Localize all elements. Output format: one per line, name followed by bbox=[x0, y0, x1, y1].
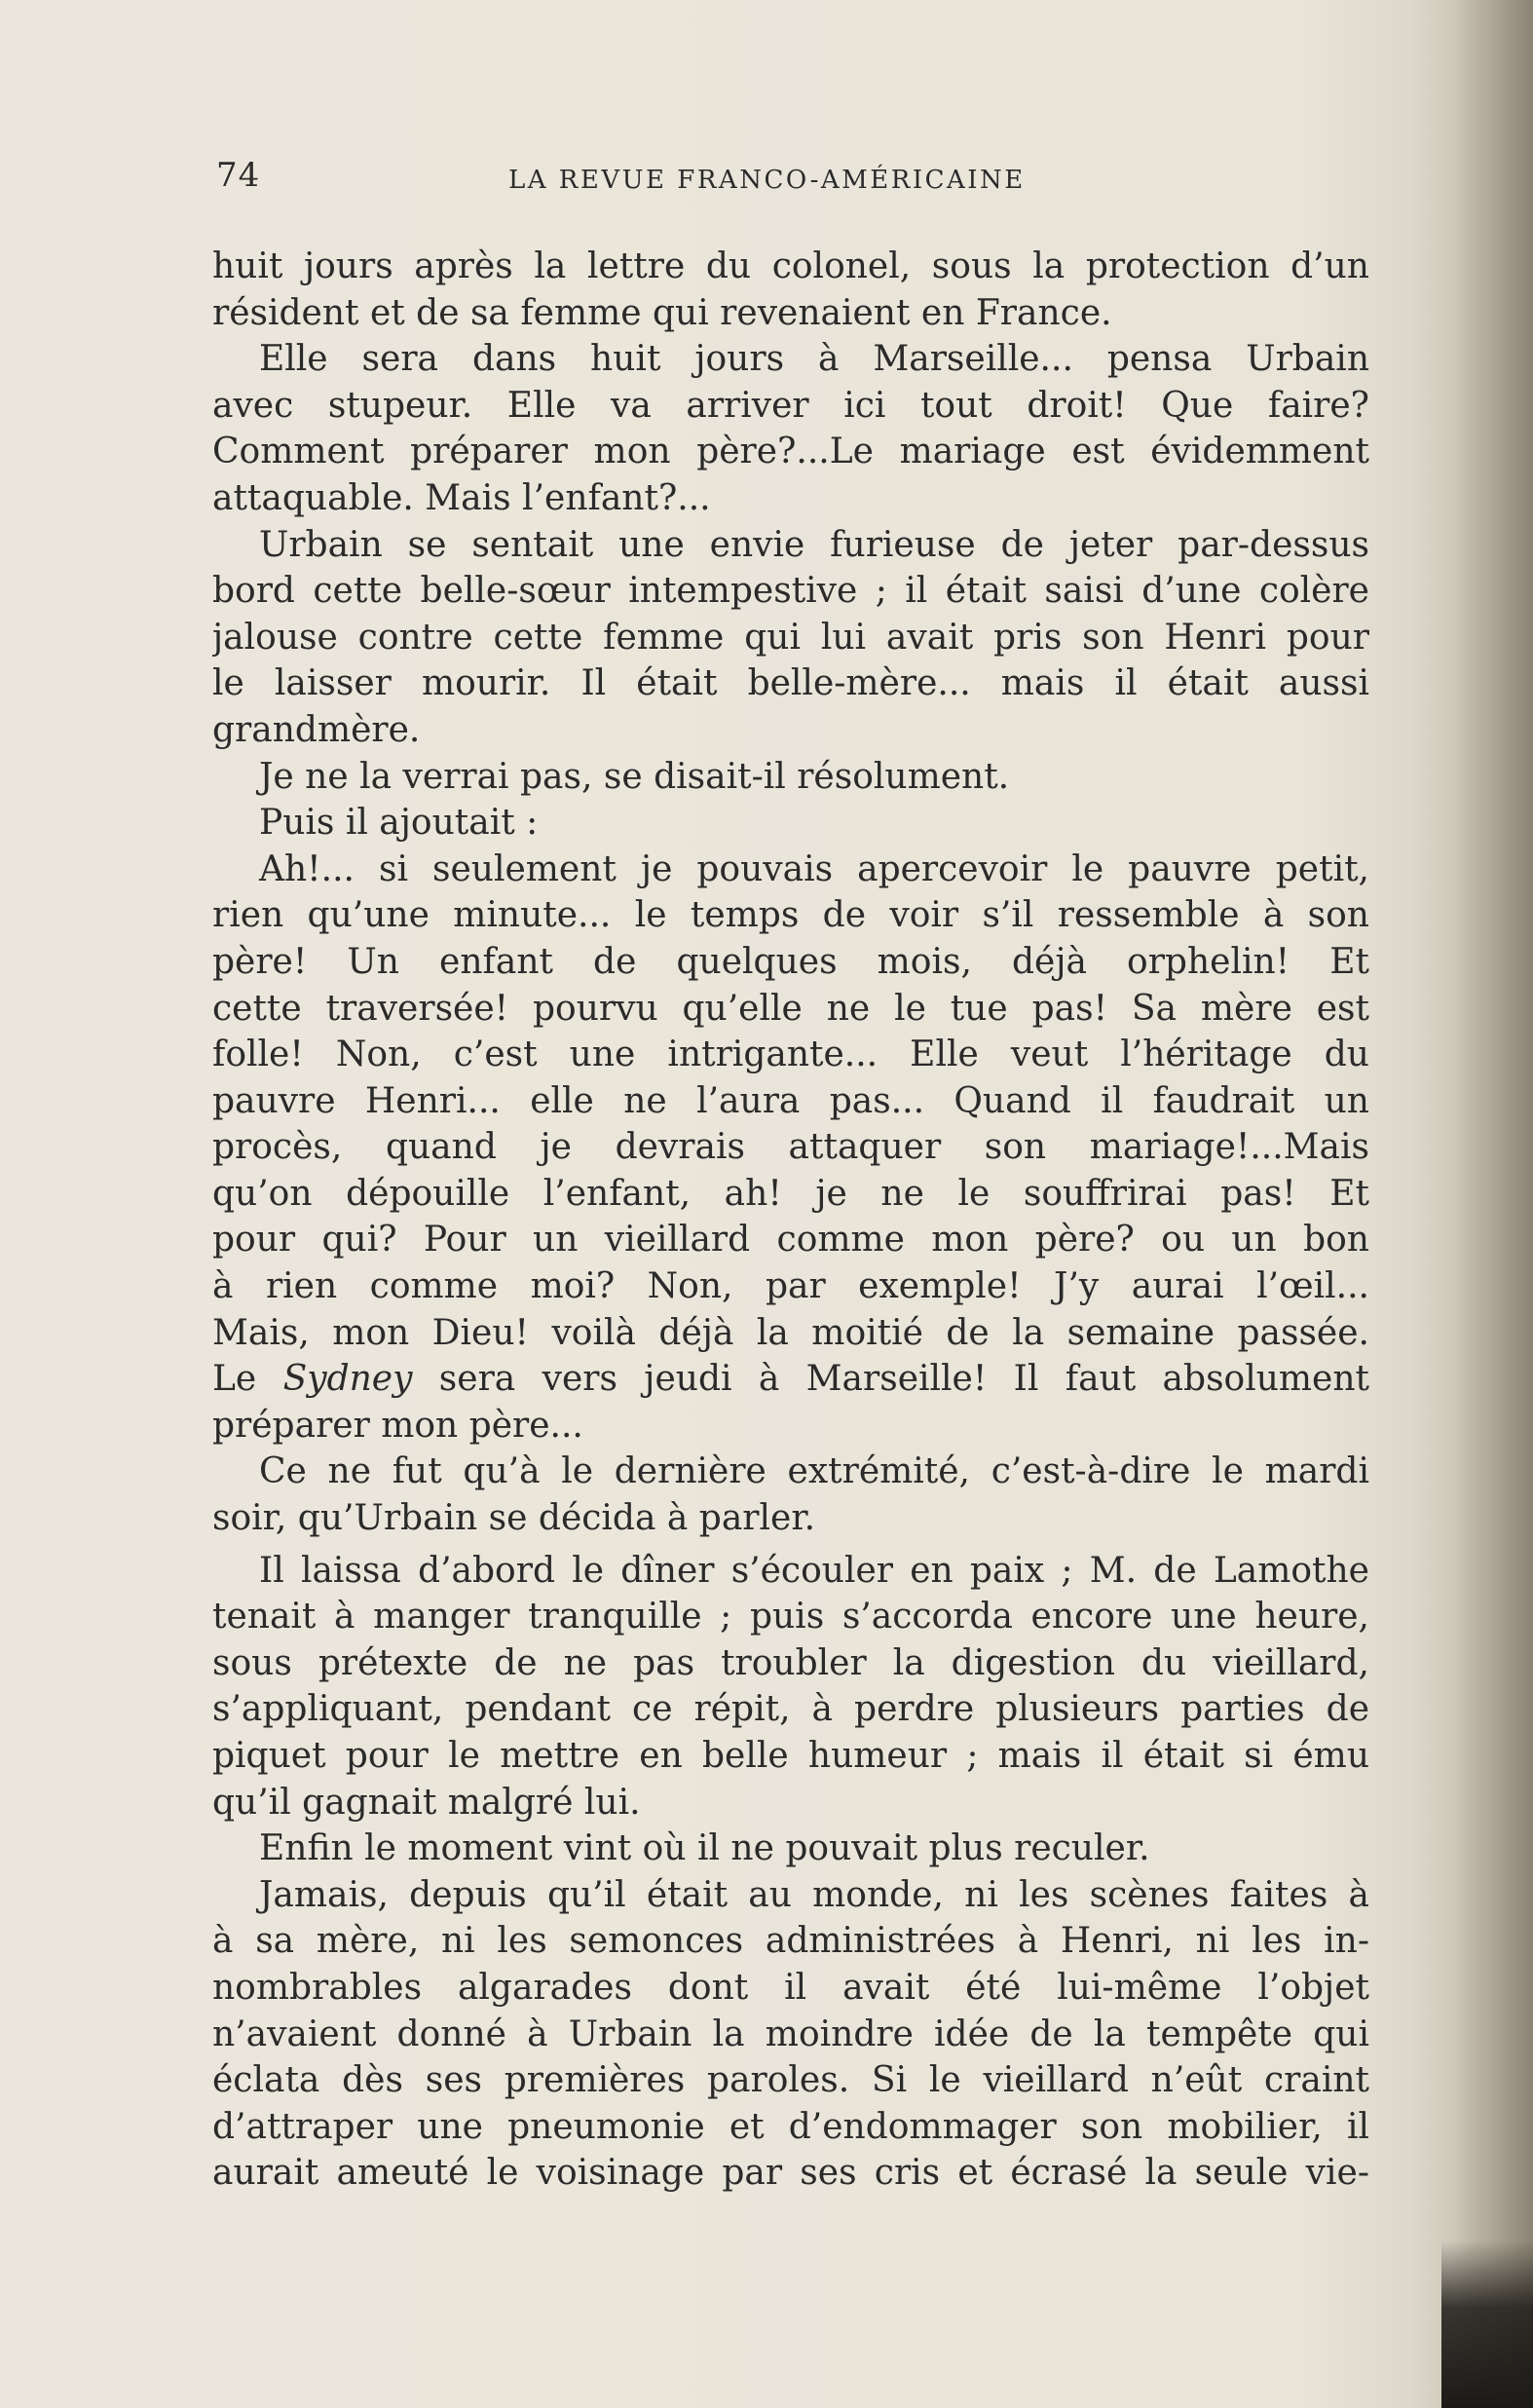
text-line: aurait ameuté le voisinage par ses cris et écrasé la seule vie- bbox=[212, 2153, 1369, 2194]
text-line: nombrables algarades dont il avait été lui-même l’objet bbox=[212, 1967, 1369, 2008]
scan-edge-shadow bbox=[1441, 2240, 1533, 2408]
page-number: 74 bbox=[216, 156, 261, 195]
text-line: procès, quand je devrais attaquer son mariage!...Mais bbox=[212, 1127, 1369, 1168]
text-line: attaquable. Mais l’enfant?... bbox=[212, 477, 711, 518]
text-line: piquet pour le mettre en belle humeur ; mais il était si ému bbox=[212, 1736, 1369, 1776]
page-header bbox=[216, 156, 1371, 203]
paragraph-start-line: Elle sera dans huit jours à Marseille... pensa Urbain bbox=[259, 339, 1369, 380]
text-line: qu’on dépouille l’enfant, ah! je ne le souffrirai pas! Et bbox=[212, 1173, 1369, 1214]
text-line: jalouse contre cette femme qui lui avait pris son Henri pour bbox=[212, 617, 1369, 658]
text-line: Comment préparer mon père?...Le mariage est évidemment bbox=[212, 432, 1369, 472]
text-line: grandmère. bbox=[212, 709, 421, 750]
text-line: n’avaient donné à Urbain la moindre idée de la tempête qui bbox=[212, 2013, 1369, 2054]
body-text bbox=[212, 244, 1369, 2197]
text-line: folle! Non, c’est une intrigante... Elle veut l’héritage du bbox=[212, 1035, 1369, 1075]
text-line: sous prétexte de ne pas troubler la digestion du vieillard, bbox=[212, 1642, 1369, 1683]
paragraph-start-line: Il laissa d’abord le dîner s’écouler en paix ; M. de Lamothe bbox=[259, 1550, 1369, 1591]
text-line: à sa mère, ni les semonces administrées à Henri, ni les in- bbox=[212, 1921, 1369, 1962]
paragraph-start-line: Enfin le moment vint où il ne pouvait plus reculer. bbox=[259, 1828, 1150, 1869]
text-line: tenait à manger tranquille ; puis s’accorda encore une heure, bbox=[212, 1597, 1369, 1637]
text-line: avec stupeur. Elle va arriver ici tout droit! Que faire? bbox=[212, 385, 1369, 426]
paragraph-start-line: Jamais, depuis qu’il était au monde, ni les scènes faites à bbox=[259, 1874, 1369, 1915]
binding-shadow bbox=[1453, 0, 1533, 2408]
text-line: Mais, mon Dieu! voilà déjà la moitié de la semaine passée. bbox=[212, 1312, 1369, 1353]
text-line: d’attraper une pneumonie et d’endommager son mobilier, il bbox=[212, 2106, 1369, 2147]
text-line: père! Un enfant de quelques mois, déjà orphelin! Et bbox=[212, 941, 1369, 982]
ship-name-italic: Sydney bbox=[282, 1359, 413, 1400]
paragraph-start-line: Je ne la verrai pas, se disait-il résolument. bbox=[259, 756, 1010, 797]
text-line: le laisser mourir. Il était belle-mère... mais il était aussi bbox=[212, 663, 1369, 704]
text-line: soir, qu’Urbain se décida à parler. bbox=[212, 1498, 816, 1539]
text-segment: sera vers jeudi à Marseille! Il faut absolument bbox=[412, 1359, 1369, 1400]
paragraph-start-line: Puis il ajoutait : bbox=[259, 803, 539, 844]
text-line: pour qui? Pour un vieillard comme mon père? ou un bon bbox=[212, 1220, 1369, 1260]
running-title: LA REVUE FRANCO-AMÉRICAINE bbox=[508, 166, 1026, 195]
text-line: éclata dès ses premières paroles. Si le vieillard n’eût craint bbox=[212, 2060, 1369, 2101]
text-line: rien qu’une minute... le temps de voir s’il ressemble à son bbox=[212, 895, 1369, 936]
paragraph-start-line: Ce ne fut qu’à le dernière extrémité, c’est-à-dire le mardi bbox=[259, 1451, 1369, 1492]
text-line: résident et de sa femme qui revenaient en France. bbox=[212, 292, 1112, 333]
text-line: bord cette belle-sœur intempestive ; il était saisi d’une colère bbox=[212, 571, 1369, 612]
text-line: qu’il gagnait malgré lui. bbox=[212, 1782, 641, 1823]
paragraph-start-line: Urbain se sentait une envie furieuse de jeter par-dessus bbox=[259, 524, 1369, 565]
text-line: huit jours après la lettre du colonel, sous la protection d’un bbox=[212, 246, 1369, 286]
text-line-with-italic bbox=[212, 1356, 1369, 1403]
paragraph-start-line: Ah!... si seulement je pouvais apercevoir le pauvre petit, bbox=[259, 848, 1369, 889]
text-line: pauvre Henri... elle ne l’aura pas... Quand il faudrait un bbox=[212, 1080, 1369, 1121]
text-line: à rien comme moi? Non, par exemple! J’y aurai l’œil... bbox=[212, 1266, 1369, 1307]
text-line: s’appliquant, pendant ce répit, à perdre plusieurs parties de bbox=[212, 1689, 1369, 1730]
text-segment: Le bbox=[212, 1359, 283, 1400]
text-line: préparer mon père... bbox=[212, 1405, 583, 1446]
text-line: cette traversée! pourvu qu’elle ne le tue pas! Sa mère est bbox=[212, 988, 1369, 1029]
